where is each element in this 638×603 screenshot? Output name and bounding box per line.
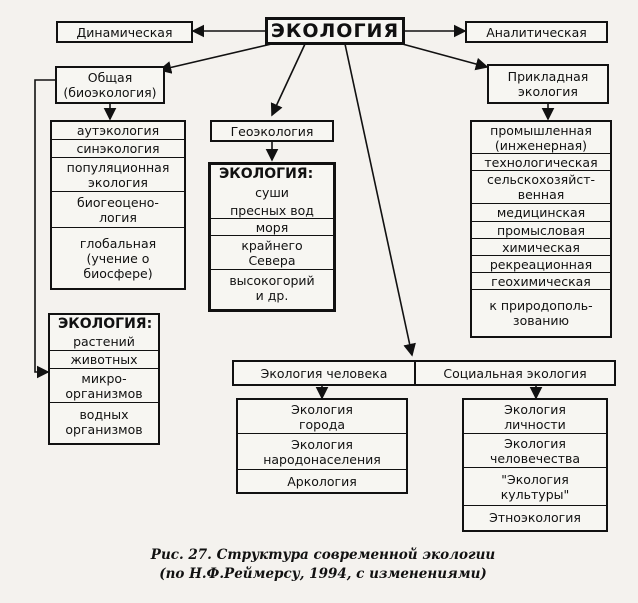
geo-label-box xyxy=(210,120,334,142)
list-item: к природополь- зованию xyxy=(489,298,593,328)
list-item: "Экология культуры" xyxy=(464,468,606,506)
list-item: технологическая xyxy=(472,154,610,171)
applied-title: Прикладная экология xyxy=(507,69,589,99)
arrow-to-general xyxy=(160,42,280,70)
arrow-to-geo xyxy=(272,44,305,115)
list-item: биогеоцено- логия xyxy=(52,192,184,228)
list-item: высокогорий и др. xyxy=(229,273,315,303)
list-item: водных организмов xyxy=(65,407,143,437)
dynamic-label: Динамическая xyxy=(76,24,173,40)
title-box xyxy=(265,17,405,45)
social-list xyxy=(462,398,608,532)
human-ecology-label: Экология человека xyxy=(234,362,416,384)
analytical-box xyxy=(465,21,608,43)
list-item: Экология личности xyxy=(464,400,606,434)
list-item: суши xyxy=(255,184,289,200)
applied-list xyxy=(470,120,612,338)
list-item: пресных вод xyxy=(211,202,333,219)
list-item: промышленная (инженерная) xyxy=(472,122,610,154)
list-item: Экология народонаселения xyxy=(238,434,406,470)
geo-title: ЭКОЛОГИЯ: xyxy=(219,166,314,182)
organisms-title: ЭКОЛОГИЯ: xyxy=(58,316,153,332)
human-list xyxy=(236,398,408,494)
list-item: растений xyxy=(50,333,158,351)
list-item: микро- организмов xyxy=(50,369,158,403)
general-title: Общая (биоэкология) xyxy=(63,70,157,100)
general-title-box xyxy=(55,66,165,104)
caption-line-1: Рис. 27. Структура современной экологии xyxy=(150,547,496,563)
analytical-label: Аналитическая xyxy=(486,24,587,40)
list-item: Экология города xyxy=(238,400,406,434)
arrow-to-human xyxy=(345,44,412,355)
dynamic-box xyxy=(56,21,193,43)
list-item: глобальная (учение о биосфере) xyxy=(79,235,157,281)
list-item: крайнего Севера xyxy=(211,236,333,270)
list-item: животных xyxy=(50,351,158,369)
list-item: Экология человечества xyxy=(464,434,606,468)
arrow-to-applied xyxy=(395,42,487,67)
geo-list xyxy=(208,162,336,312)
list-item: сельскохозяйст- венная xyxy=(472,171,610,204)
caption-line-2: (по Н.Ф.Реймерсу, 1994, с изменениями) xyxy=(159,566,487,582)
figure-caption xyxy=(118,546,528,584)
list-item: геохимическая xyxy=(472,273,610,290)
list-item: Этноэкология xyxy=(489,509,581,525)
diagram-title: ЭКОЛОГИЯ xyxy=(270,19,400,42)
organisms-list xyxy=(48,313,160,445)
social-ecology-label: Социальная экология xyxy=(443,365,587,381)
list-item: промысловая xyxy=(472,222,610,239)
list-item: химическая xyxy=(472,239,610,256)
human-social-bar xyxy=(232,360,616,386)
list-item: Аркология xyxy=(287,473,357,489)
list-item: моря xyxy=(211,219,333,236)
applied-title-box xyxy=(487,64,609,104)
geo-label: Геоэкология xyxy=(230,123,314,139)
list-item: медицинская xyxy=(472,204,610,222)
list-item: рекреационная xyxy=(472,256,610,273)
list-item: аутэкология xyxy=(52,122,184,140)
list-item: популяционная экология xyxy=(52,158,184,192)
list-item: синэкология xyxy=(52,140,184,158)
general-list xyxy=(50,120,186,290)
